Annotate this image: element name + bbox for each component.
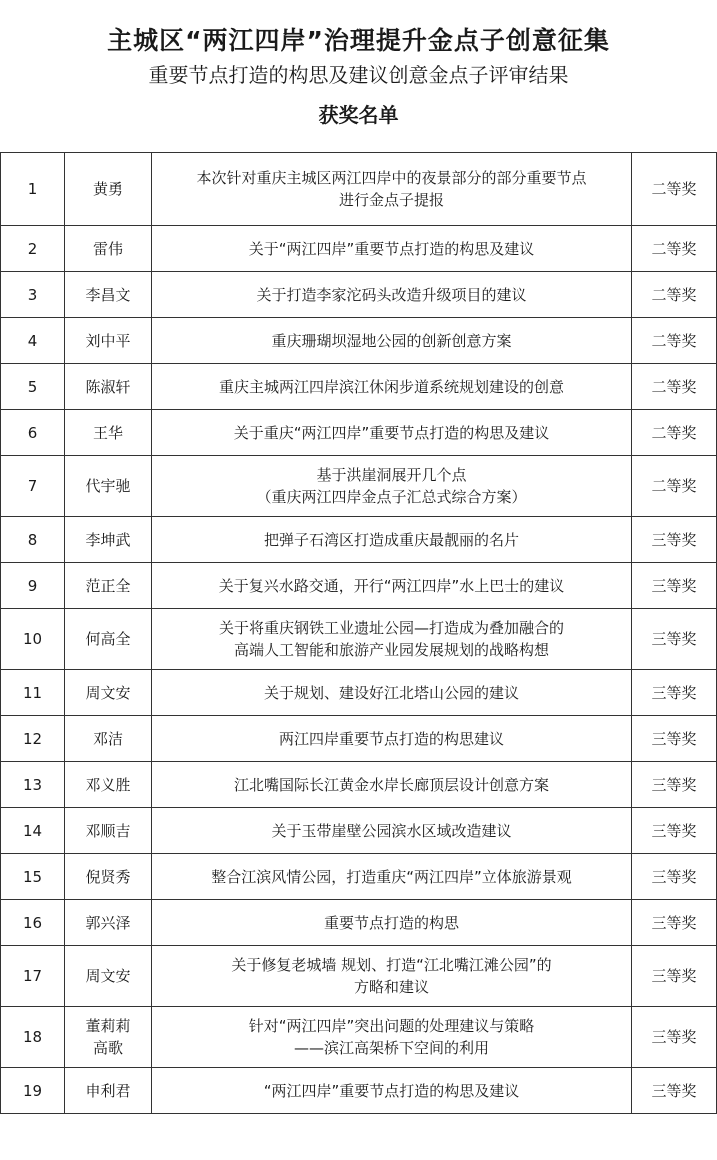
winner-name-cell — [65, 1007, 152, 1068]
winner-name: 董莉莉 — [85, 1017, 131, 1035]
award-level: 三等奖 — [632, 1068, 717, 1114]
winner-name-cell — [65, 946, 152, 1007]
winner-name-cell — [65, 410, 152, 456]
winner-name-cell — [65, 1068, 152, 1114]
table-row — [1, 272, 717, 318]
proposal-title: 关于复兴水路交通，开行“两江四岸”水上巴士的建议 — [218, 576, 565, 595]
winner-name-cell — [65, 272, 152, 318]
row-number: 15 — [1, 854, 65, 900]
award-level: 三等奖 — [632, 946, 717, 1007]
winner-name-cell — [65, 854, 152, 900]
table-row — [1, 762, 717, 808]
award-table-body — [1, 153, 717, 1114]
row-number: 1 — [1, 153, 65, 226]
winner-name-cell — [65, 517, 152, 563]
proposal-title-cell — [152, 318, 632, 364]
row-number: 2 — [1, 226, 65, 272]
winner-name: 陈淑轩 — [85, 377, 131, 396]
winner-name-cell — [65, 153, 152, 226]
winner-name: 雷伟 — [92, 239, 123, 258]
winner-name: 申利君 — [85, 1081, 131, 1100]
proposal-title-cell — [152, 153, 632, 226]
proposal-title: 关于规划、建设好江北塔山公园的建议 — [263, 683, 519, 702]
winner-name: 范正全 — [85, 576, 131, 595]
table-row — [1, 900, 717, 946]
award-level: 二等奖 — [632, 153, 717, 226]
row-number: 5 — [1, 364, 65, 410]
award-level: 二等奖 — [632, 410, 717, 456]
winner-name-cell — [65, 456, 152, 517]
table-row — [1, 670, 717, 716]
proposal-title: 关于打造李家沱码头改造升级项目的建议 — [256, 285, 527, 304]
proposal-title-cell — [152, 609, 632, 670]
proposal-title: 重庆珊瑚坝湿地公园的创新创意方案 — [271, 331, 512, 350]
winner-name-cell — [65, 609, 152, 670]
winner-name-cell — [65, 900, 152, 946]
proposal-title-cell — [152, 946, 632, 1007]
proposal-title-cell — [152, 1007, 632, 1068]
winner-name: 李昌文 — [85, 285, 131, 304]
row-number: 8 — [1, 517, 65, 563]
winner-name: 周文安 — [85, 683, 131, 702]
row-number: 16 — [1, 900, 65, 946]
table-row — [1, 716, 717, 762]
winner-name-cell — [65, 563, 152, 609]
table-row — [1, 456, 717, 517]
proposal-title-cell — [152, 364, 632, 410]
row-number: 7 — [1, 456, 65, 517]
award-level: 三等奖 — [632, 517, 717, 563]
proposal-title-second-line: （重庆两江四岸金点子汇总式综合方案） — [256, 488, 527, 506]
table-row — [1, 226, 717, 272]
award-level: 三等奖 — [632, 762, 717, 808]
table-row — [1, 609, 717, 670]
document-subtitle: 重要节点打造的构思及建议创意金点子评审结果 — [148, 63, 569, 87]
award-level: 三等奖 — [632, 900, 717, 946]
winner-name-cell — [65, 762, 152, 808]
proposal-title-cell — [152, 456, 632, 517]
winner-name-cell — [65, 318, 152, 364]
row-number: 18 — [1, 1007, 65, 1068]
proposal-title: 江北嘴国际长江黄金水岸长廊顶层设计创意方案 — [233, 775, 549, 794]
proposal-title: 关于重庆“两江四岸”重要节点打造的构思及建议 — [233, 423, 550, 442]
winner-name-cell — [65, 808, 152, 854]
winner-name: 刘中平 — [85, 331, 131, 350]
proposal-title-cell — [152, 808, 632, 854]
proposal-title-cell — [152, 517, 632, 563]
table-row — [1, 854, 717, 900]
document-title: 主城区“两江四岸”治理提升金点子创意征集 — [107, 26, 610, 55]
award-level: 二等奖 — [632, 364, 717, 410]
award-level: 三等奖 — [632, 854, 717, 900]
winner-name: 周文安 — [85, 967, 131, 985]
award-level: 二等奖 — [632, 456, 717, 517]
table-row — [1, 517, 717, 563]
row-number: 4 — [1, 318, 65, 364]
row-number: 12 — [1, 716, 65, 762]
proposal-title-second-line: 进行金点子提报 — [338, 191, 444, 209]
winner-name: 邓洁 — [92, 729, 123, 748]
proposal-title: 关于玉带崖壁公园滨水区域改造建议 — [271, 821, 512, 840]
proposal-title: 基于洪崖洞展开几个点 — [316, 466, 467, 484]
winner-name: 代宇驰 — [85, 477, 131, 495]
award-table — [0, 152, 717, 1114]
winner-name: 何高全 — [85, 630, 131, 648]
table-row — [1, 808, 717, 854]
winner-name-cell — [65, 226, 152, 272]
proposal-title-second-line: 高端人工智能和旅游产业园发展规划的战略构想 — [233, 641, 549, 659]
row-number: 14 — [1, 808, 65, 854]
proposal-title: 把弹子石湾区打造成重庆最靓丽的名片 — [263, 530, 519, 549]
proposal-title: 关于修复老城墙 规划、打造“江北嘴江滩公园”的 — [231, 956, 552, 974]
row-number: 11 — [1, 670, 65, 716]
table-row — [1, 153, 717, 226]
proposal-title: 整合江滨风情公园，打造重庆“两江四岸”立体旅游景观 — [211, 867, 572, 886]
winner-name: 邓顺吉 — [85, 821, 131, 840]
table-row — [1, 946, 717, 1007]
award-level: 三等奖 — [632, 1007, 717, 1068]
award-level: 三等奖 — [632, 808, 717, 854]
award-level: 三等奖 — [632, 563, 717, 609]
row-number: 6 — [1, 410, 65, 456]
proposal-title-cell — [152, 762, 632, 808]
award-list-heading: 获奖名单 — [318, 103, 399, 127]
award-level: 二等奖 — [632, 318, 717, 364]
row-number: 13 — [1, 762, 65, 808]
winner-name: 王华 — [92, 423, 123, 442]
table-row — [1, 410, 717, 456]
table-row — [1, 364, 717, 410]
proposal-title-cell — [152, 900, 632, 946]
table-row — [1, 1007, 717, 1068]
proposal-title-cell — [152, 854, 632, 900]
proposal-title-cell — [152, 226, 632, 272]
proposal-title-cell — [152, 670, 632, 716]
proposal-title: 本次针对重庆主城区两江四岸中的夜景部分的部分重要节点 — [196, 169, 587, 187]
table-row — [1, 1068, 717, 1114]
proposal-title: 重庆主城两江四岸滨江休闲步道系统规划建设的创意 — [218, 377, 564, 396]
winner-name: 黄勇 — [92, 180, 123, 198]
award-level: 二等奖 — [632, 226, 717, 272]
proposal-title: 针对“两江四岸”突出问题的处理建议与策略 — [248, 1017, 535, 1035]
winner-name-cell — [65, 670, 152, 716]
row-number: 3 — [1, 272, 65, 318]
award-level: 二等奖 — [632, 272, 717, 318]
proposal-title-cell — [152, 410, 632, 456]
proposal-title-cell — [152, 716, 632, 762]
proposal-title: 关于将重庆钢铁工业遗址公园—打造成为叠加融合的 — [218, 619, 564, 637]
proposal-title-second-line: 方略和建议 — [353, 978, 429, 996]
award-level: 三等奖 — [632, 609, 717, 670]
table-row — [1, 563, 717, 609]
winner-name: 邓义胜 — [85, 775, 131, 794]
proposal-title: “两江四岸”重要节点打造的构思及建议 — [263, 1081, 520, 1100]
winner-name-cell — [65, 364, 152, 410]
row-number: 10 — [1, 609, 65, 670]
proposal-title-cell — [152, 1068, 632, 1114]
row-number: 9 — [1, 563, 65, 609]
proposal-title: 重要节点打造的构思 — [323, 913, 459, 932]
award-level: 三等奖 — [632, 716, 717, 762]
proposal-title-cell — [152, 272, 632, 318]
proposal-title: 关于“两江四岸”重要节点打造的构思及建议 — [248, 239, 535, 258]
winner-name-cell — [65, 716, 152, 762]
winner-name: 郭兴泽 — [85, 913, 131, 932]
winner-name-second: 高歌 — [92, 1039, 123, 1057]
proposal-title-second-line: ——滨江高架桥下空间的利用 — [293, 1039, 489, 1057]
proposal-title: 两江四岸重要节点打造的构思建议 — [278, 729, 504, 748]
proposal-title-cell — [152, 563, 632, 609]
winner-name: 李坤武 — [85, 530, 131, 549]
row-number: 17 — [1, 946, 65, 1007]
table-row — [1, 318, 717, 364]
row-number: 19 — [1, 1068, 65, 1114]
award-level: 三等奖 — [632, 670, 717, 716]
winner-name: 倪贤秀 — [85, 867, 131, 886]
